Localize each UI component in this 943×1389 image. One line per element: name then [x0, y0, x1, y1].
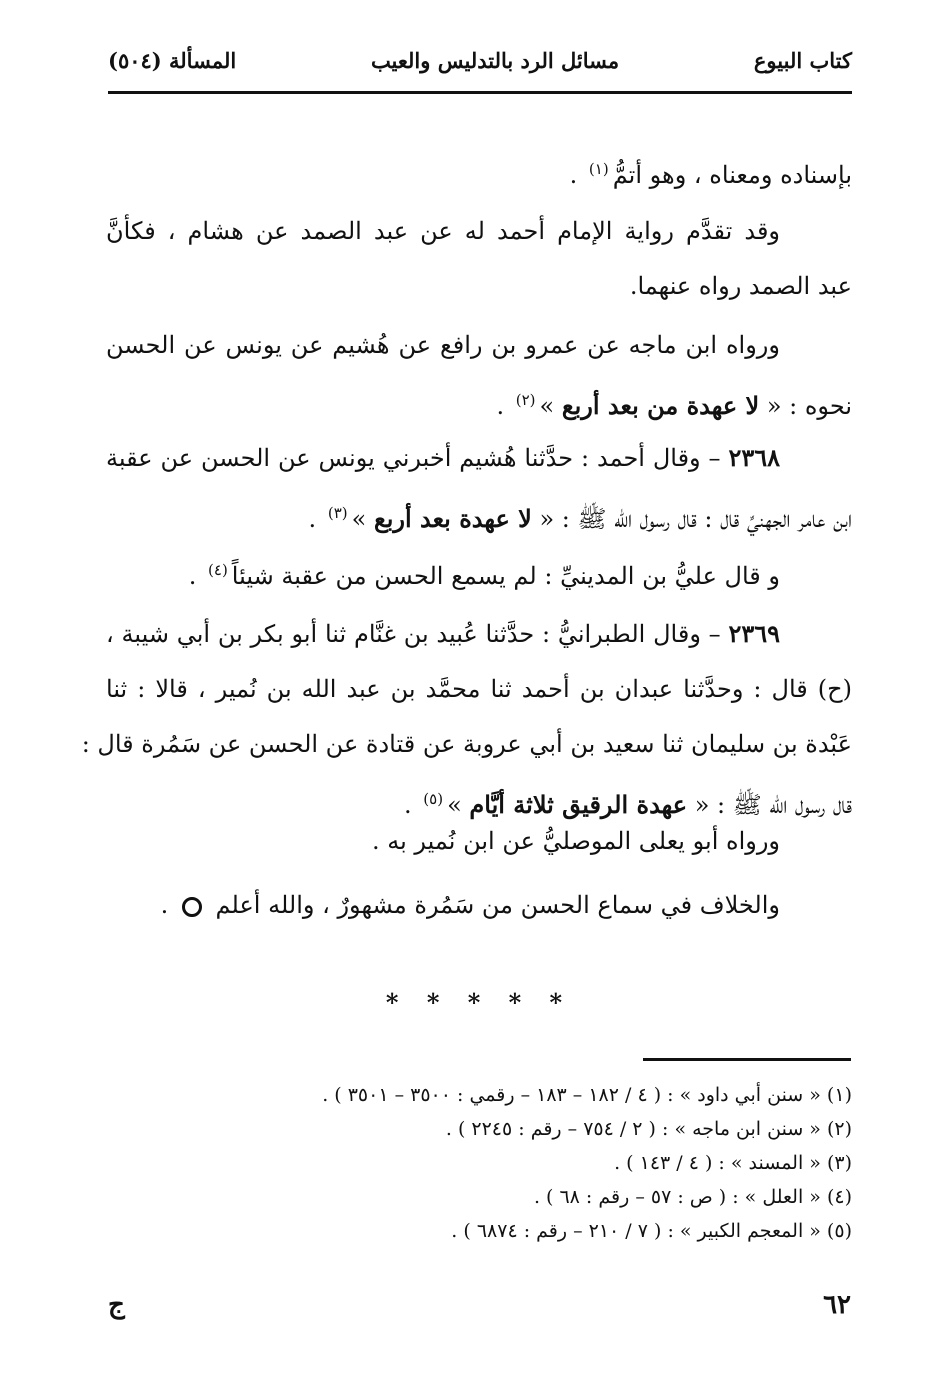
header-chapter-title: مسائل الرد بالتدليس والعيب — [370, 47, 620, 73]
end-mark: . — [308, 505, 317, 533]
paragraph-line: ورواه ابن ماجه عن عمرو بن رافع عن هُشيم عن يونس عن الحسن — [106, 331, 780, 359]
paragraph-line: وقد تقدَّم رواية الإمام أحمد له عن عبد الصمد عن هشام ، فكأنَّ — [106, 217, 780, 245]
paragraph-8 — [106, 878, 852, 933]
footnote-item: (٢) « سنن ابن ماجه » : ( ٢ / ٧٥٤ – رقم : ٢٢٤٥ ) . — [445, 1118, 852, 1140]
paragraph-text: – وقال الطبرانيُّ : حدَّثنا عُبيد بن غنَّام ثنا أبو بكر بن أبي شيبة ، — [106, 620, 721, 648]
paragraph-line: ورواه أبو يعلى الموصليُّ عن ابن نُمير به . — [372, 827, 780, 855]
paragraph-line: عبد الصمد رواه عنهما. — [629, 272, 852, 300]
footnote-ref: (٤) — [208, 561, 228, 579]
footnote-item: (١) « سنن أبي داود » : ( ٤ / ١٨٢ – ١٨٣ – رقمي : ٣٥٠٠ – ٣٥٠١ ) . — [322, 1084, 852, 1106]
paragraph-line: (ح) قال : وحدَّثنا عبدان بن أحمد ثنا محمَّد بن عبد الله بن نُمير ، قالا : ثنا — [106, 675, 852, 703]
paragraph-line — [106, 543, 852, 604]
footnote-ref: (٣) — [327, 504, 348, 522]
paragraph-text: قال رسول الله ﷺ : « — [694, 791, 852, 819]
paragraph-line: عَبْدة بن سليمان ثنا سعيد بن أبي عروبة عن قتادة عن الحسن عن سَمُرة قال : — [81, 730, 852, 758]
paragraph-text: و قال عليُّ بن المدينيِّ : لم يسمع الحسن من عقبة شيئاً — [231, 562, 780, 590]
page-number: ٦٢ — [823, 1290, 851, 1320]
paragraph-text: والخلاف في سماع الحسن من سَمُرة مشهورٌ ، والله أعلم — [215, 891, 780, 919]
paragraph-7 — [106, 814, 852, 869]
volume-mark: ج — [108, 1290, 125, 1320]
paragraph-line — [106, 606, 852, 662]
footnote-item: (٥) « المعجم الكبير » : ( ٧ / ٢١٠ – رقم : ٦٨٧٤ ) . — [451, 1220, 852, 1242]
hadith-text: لا عهدة بعد أربع — [373, 504, 532, 533]
footnote-rule — [643, 1058, 851, 1061]
footnote-ref: (١) — [588, 160, 609, 178]
paragraph-3 — [106, 318, 852, 434]
paragraph-2369 — [81, 606, 852, 833]
section-separator: * * * * * — [385, 988, 573, 1017]
circle-end-icon — [182, 897, 202, 917]
end-mark: . — [160, 891, 169, 919]
end-mark: . — [569, 161, 578, 189]
hadith-text: لا عهدة من بعد أربع — [561, 391, 760, 420]
quote-close: » — [447, 791, 462, 819]
paragraph-line — [106, 430, 852, 486]
hadith-text: عهدة الرقيق ثلاثة أيَّام — [469, 790, 688, 819]
paragraph-1 — [106, 142, 852, 203]
footnotes — [200, 1078, 852, 1248]
paragraph-text: – وقال أحمد : حدَّثنا هُشيم أخبرني يونس عن الحسن عن عقبة — [106, 444, 721, 472]
paragraph-2368 — [106, 430, 852, 547]
paragraph-2 — [106, 204, 852, 314]
paragraph-line — [106, 373, 852, 434]
end-mark: . — [188, 562, 197, 590]
paragraph-line — [106, 878, 852, 933]
paragraph-5 — [106, 543, 852, 604]
footnote-ref: (٥) — [423, 790, 444, 808]
paragraph-text: بإسناده ومعناه ، وهو أتمُّ — [612, 161, 852, 189]
hadith-number: ٢٣٦٩ — [728, 619, 780, 648]
quote-open: نحوه : « — [766, 392, 852, 420]
footnote-ref: (٢) — [515, 391, 536, 409]
footnote-item: (٣) « المسند » : ( ٤ / ١٤٣ ) . — [614, 1152, 852, 1174]
end-mark: . — [404, 791, 412, 819]
footnote-item: (٤) « العلل » : ( ص : ٥٧ – رقم : ٦٨ ) . — [533, 1186, 852, 1208]
quote-close: » — [351, 505, 367, 533]
paragraph-text: ابن عامر الجهنيِّ قال : قال رسول الله ﷺ : « — [539, 505, 852, 533]
end-mark: . — [496, 392, 505, 420]
paragraph-line — [106, 142, 852, 203]
quote-close: » — [539, 392, 555, 420]
paragraph-line — [106, 486, 852, 547]
page-header — [108, 40, 852, 80]
header-book-title: كتاب البيوع — [753, 47, 852, 73]
hadith-number: ٢٣٦٨ — [728, 443, 780, 472]
header-issue-number: المسألة (٥٠٤) — [108, 47, 237, 73]
header-rule — [108, 91, 852, 94]
